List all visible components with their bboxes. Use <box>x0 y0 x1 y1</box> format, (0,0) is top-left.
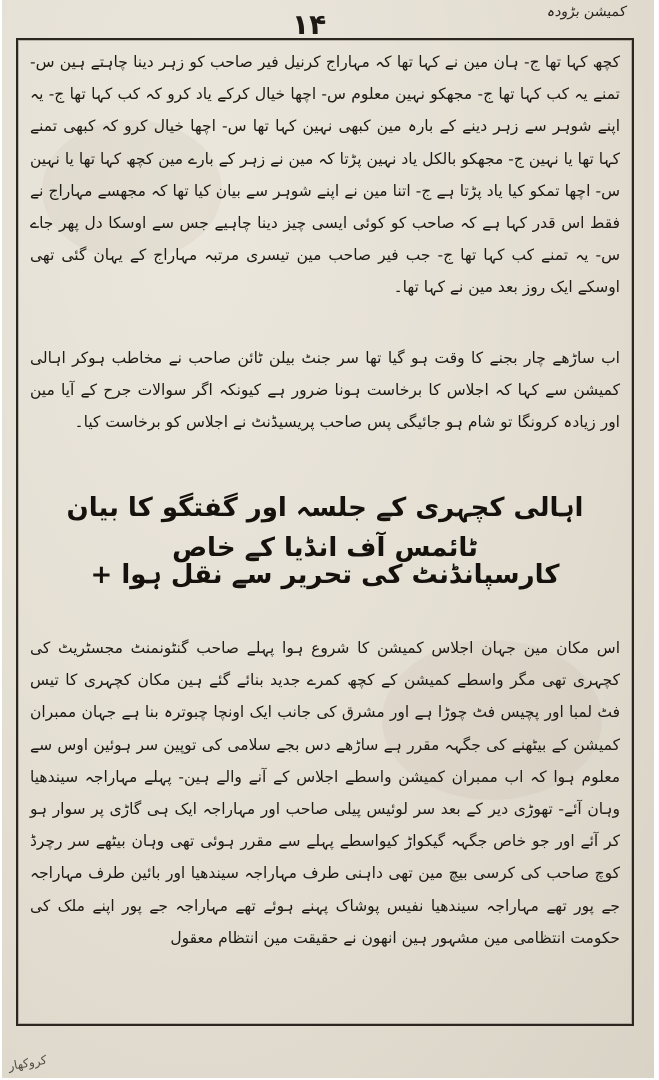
paragraph-text: اب ساڑھے چار بجنے کا وقت ہو گیا تھا سر جنٹ بیلن ٹائن صاحب نے مخاطب ہوکر اہالی کمیشن سے کہا کہ اجلاس کا برخاست ہونا ضرور ہے کیونکہ اگر سوالات جرح کے آیا مین اور زیادہ کرونگا تو شام ہو جائیگی پس صاحب پریسیڈنٹ نے اجلاس کو برخاست کیا۔ <box>30 349 620 431</box>
section-heading-line-2: کارسپانڈنٹ کی تحریر سے نقل ہوا + <box>90 560 560 590</box>
running-title: کمیشن بڑودہ <box>545 4 628 20</box>
paragraph-text: اس مکان مین جہان اجلاس کمیشن کا شروع ہوا پہلے صاحب گنٹونمنٹ مجسٹریٹ کی کچہری تھی مگر واسطے کمیشن کے کچھ کمرے جدید بنائے گئے ہین مکان کچہری کا تیس فٹ لمبا اور پچیس فٹ چوڑا ہے اور مشرق کی جانب ایک اونچا چبوترہ بنا ہے جہان ممبران کمیشن کے بیٹھنے کی جگہہ مقرر ہے ساڑھے دس بجے سلامی کی توپین سر ہوئین اوس سے معلوم ہوا کہ اب ممبران کمیشن واسطے اجلاس کے آنے والے ہین- پہلے مہاراجہ سیندھیا وہان آئے- تھوڑی دیر کے بعد سر لوئیس پیلی صاحب اور مہاراجہ ایک ہی گاڑی پر سوار ہو کر آئے اور جو خاص جگہہ گیکواڑ کیواسطے پہلے سے مقرر ہوئی تھی وہان بیٹھے سر رچرڈ کوچ صاحب کی کرسی بیچ مین تھی داہنی طرف مہاراجہ سیندھیا اور بائین طرف مہاراجہ جے پور تھے مہاراجہ سیندھیا نفیس پوشاک پہنے ہوئے تھے مہاراجہ جے پور اپنے ملک کی حکومت انتظامی مین مشہور ہین انھون نے حقیقت مین انتظام معقول <box>30 639 620 947</box>
report-paragraph <box>30 632 620 954</box>
paragraph-text: کچھ کہا تھا ج- ہان مین نے کہا تھا کہ مہاراج کرنیل فیر صاحب کو زہر دینا چاہتے ہین س- تمنے یہ کب کہا تھا ج- مجھکو نہین معلوم س- اچھا خیال کرکے یاد کرو کہ کب کہا تھا ج- یہ اپنے شوہر سے زہر دینے کے بارہ مین کبھی نہین کہا تھا س- اچھا خیال کرو کہ کبھی تمنے کہا تھا یا نہین ج- مجھکو بالکل یاد نہین پڑتا کہ مین نے زہر کے بارے مین کچھ کہا تھا یا نہین س- اچھا تمکو کیا یاد پڑتا ہے ج- اتنا مین نے اپنے شوہر سے بیان کیا تھا کہ مجھسے مہاراج نے فقط اس قدر کہا ہے کہ صاحب کو کوئی ایسی چیز دینا چاہیے جس سے اوسکا دل پھر جاے س- یہ تمنے کب کہا تھا ج- جب فیر صاحب مین تیسری مرتبہ مہاراج کے یہان گئی تھی اوسکے ایک روز بعد مین نے کہا تھا۔ <box>30 53 620 297</box>
section-heading-line-1: اہالی کچہری کے جلسہ اور گفتگو کا بیان ٹائمس آف انڈیا کے خاص <box>66 493 584 563</box>
page-number: ۱۴ <box>292 8 327 41</box>
adjournment-paragraph <box>30 342 620 438</box>
testimony-paragraph <box>30 46 620 304</box>
scanned-page <box>2 0 654 1078</box>
margin-handwritten-note: کروکھار <box>7 1052 48 1074</box>
text-frame <box>16 38 634 1026</box>
